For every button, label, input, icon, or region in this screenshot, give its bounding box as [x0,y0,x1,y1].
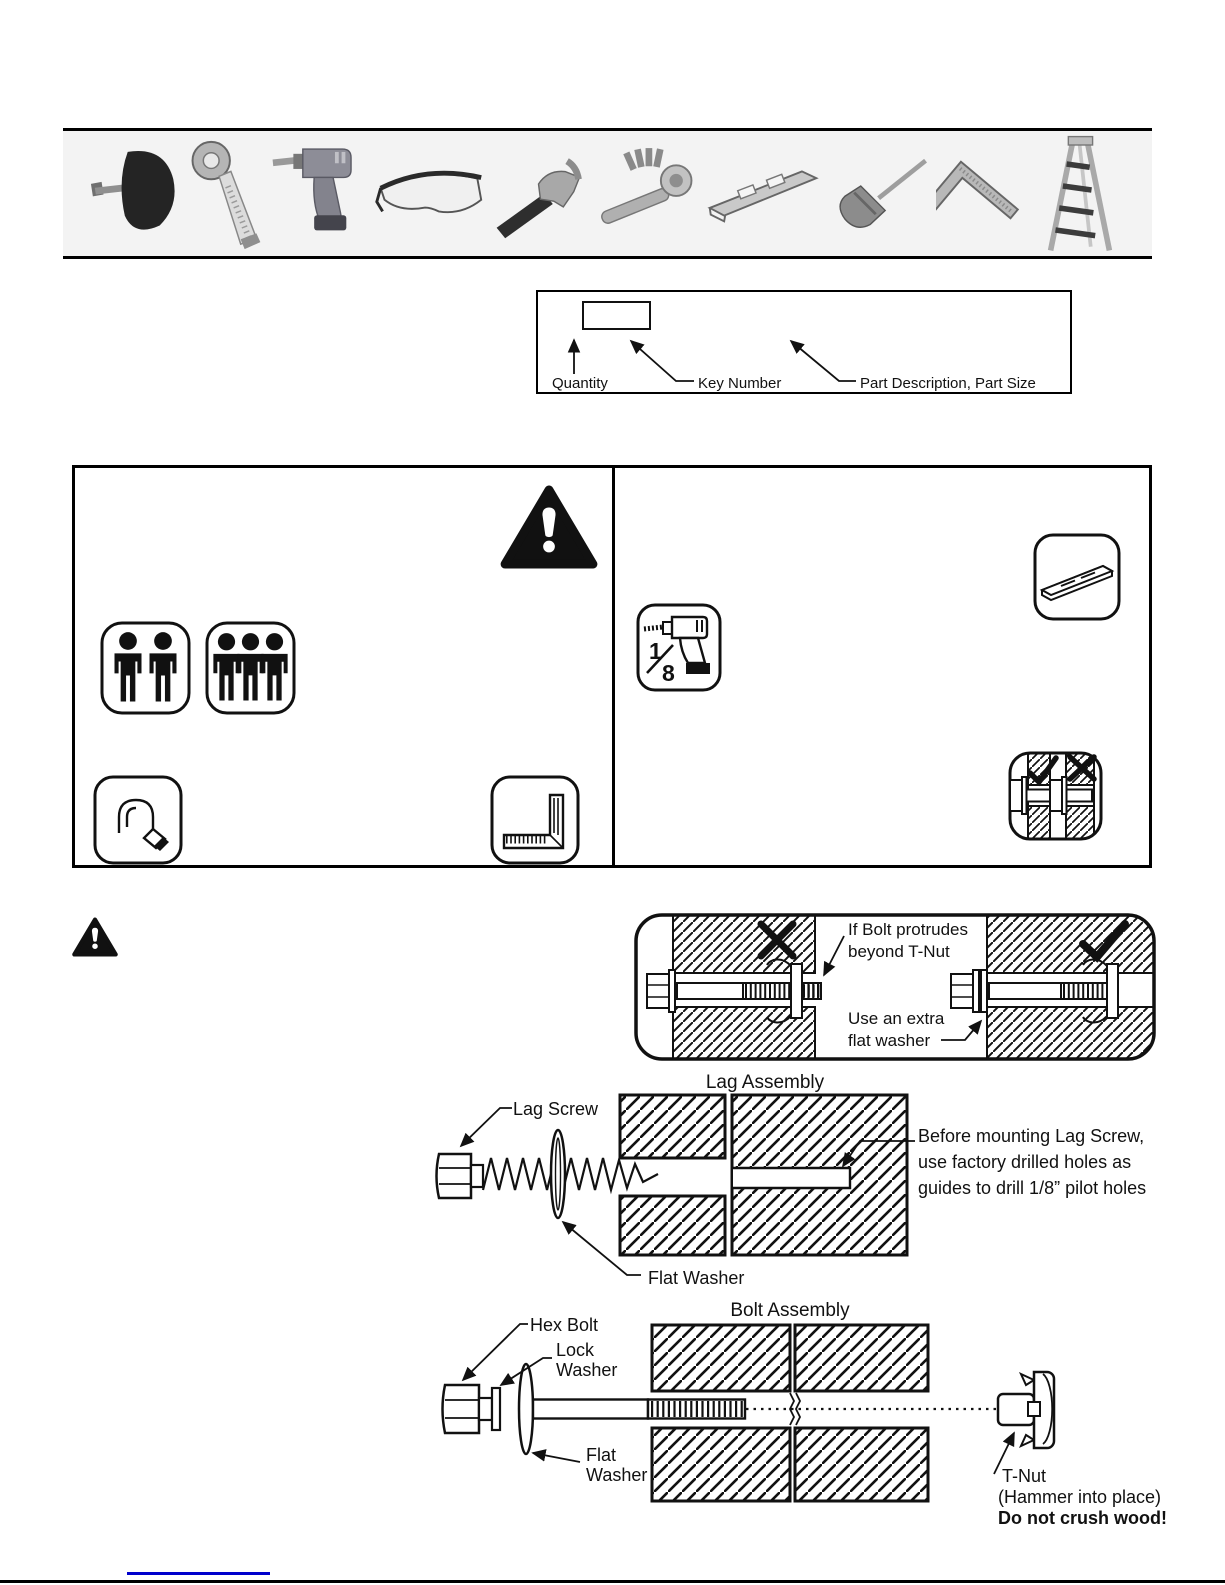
step-ladder-icon [1034,131,1126,257]
t-nut-note-line2: Do not crush wood! [998,1508,1167,1528]
carpenter-square-outline-icon [490,775,580,865]
level-icon [704,158,824,230]
shovel-icon [89,143,181,245]
bolt-assembly-title: Bolt Assembly [730,1300,850,1321]
panel-divider [612,468,615,865]
lag-assembly-title: Lag Assembly [705,1072,825,1093]
lag-note-line2: use factory drilled holes as [918,1152,1132,1172]
screwdriver-icon [826,149,934,239]
drill-pilot-hole-icon [636,603,722,692]
hammer-icon [489,144,589,244]
bolt-protrusion-diagram [633,912,1157,1062]
assembly-requirements-panel [72,465,1152,868]
lock-washer-label-line2: Washer [556,1360,618,1380]
protrusion-note-line1: If Bolt protrudes [848,920,969,939]
protrusion-note-line4: flat washer [848,1031,931,1050]
tape-measure-outline-icon [93,775,183,865]
socket-wrench-icon [592,146,702,242]
protrusion-note-line2: beyond T-Nut [848,942,950,961]
tnut-seating-check-icon [1008,751,1103,841]
lag-note-line3: guides to drill 1/8” pilot holes [918,1178,1147,1198]
protrusion-note-line3: Use an extra [848,1009,945,1028]
parts-key-legend [536,290,1072,394]
legend-quantity-label: Quantity [552,375,608,392]
t-nut-label: T-Nut [1002,1466,1047,1486]
bolt-flat-washer-label-line2: Washer [586,1465,648,1485]
warning-triangle-icon [500,484,598,570]
drill-bit-numerator: 1 [649,638,662,664]
cordless-drill-icon [265,139,369,249]
legend-part-description-label: Part Description, Part Size [860,375,1036,392]
drill-bit-denominator: 8 [662,660,675,686]
lock-washer-label-line1: Lock [556,1340,595,1360]
level-outline-icon [1033,533,1121,621]
legend-key-number-label: Key Number [698,375,782,392]
lag-screw-label: Lag Screw [513,1099,599,1119]
bolt-flat-washer-label-line1: Flat [586,1445,617,1465]
tape-measure-icon [183,135,263,253]
page-bottom-rule [0,1580,1225,1583]
two-person-assembly-icon [100,621,191,715]
t-nut-note-line1: (Hammer into place) [998,1487,1162,1507]
carpenter-square-icon [936,144,1032,244]
required-tools-banner [63,128,1152,259]
three-person-assembly-icon [205,621,296,715]
lag-note-line1: Before mounting Lag Screw, [918,1126,1145,1146]
footer-link-underline[interactable] [127,1572,270,1575]
hex-bolt-label: Hex Bolt [530,1315,599,1335]
key-number-box [583,302,650,329]
lag-flat-washer-label: Flat Washer [648,1268,745,1288]
safety-glasses-icon [371,155,487,233]
warning-triangle-small-icon [72,915,118,959]
